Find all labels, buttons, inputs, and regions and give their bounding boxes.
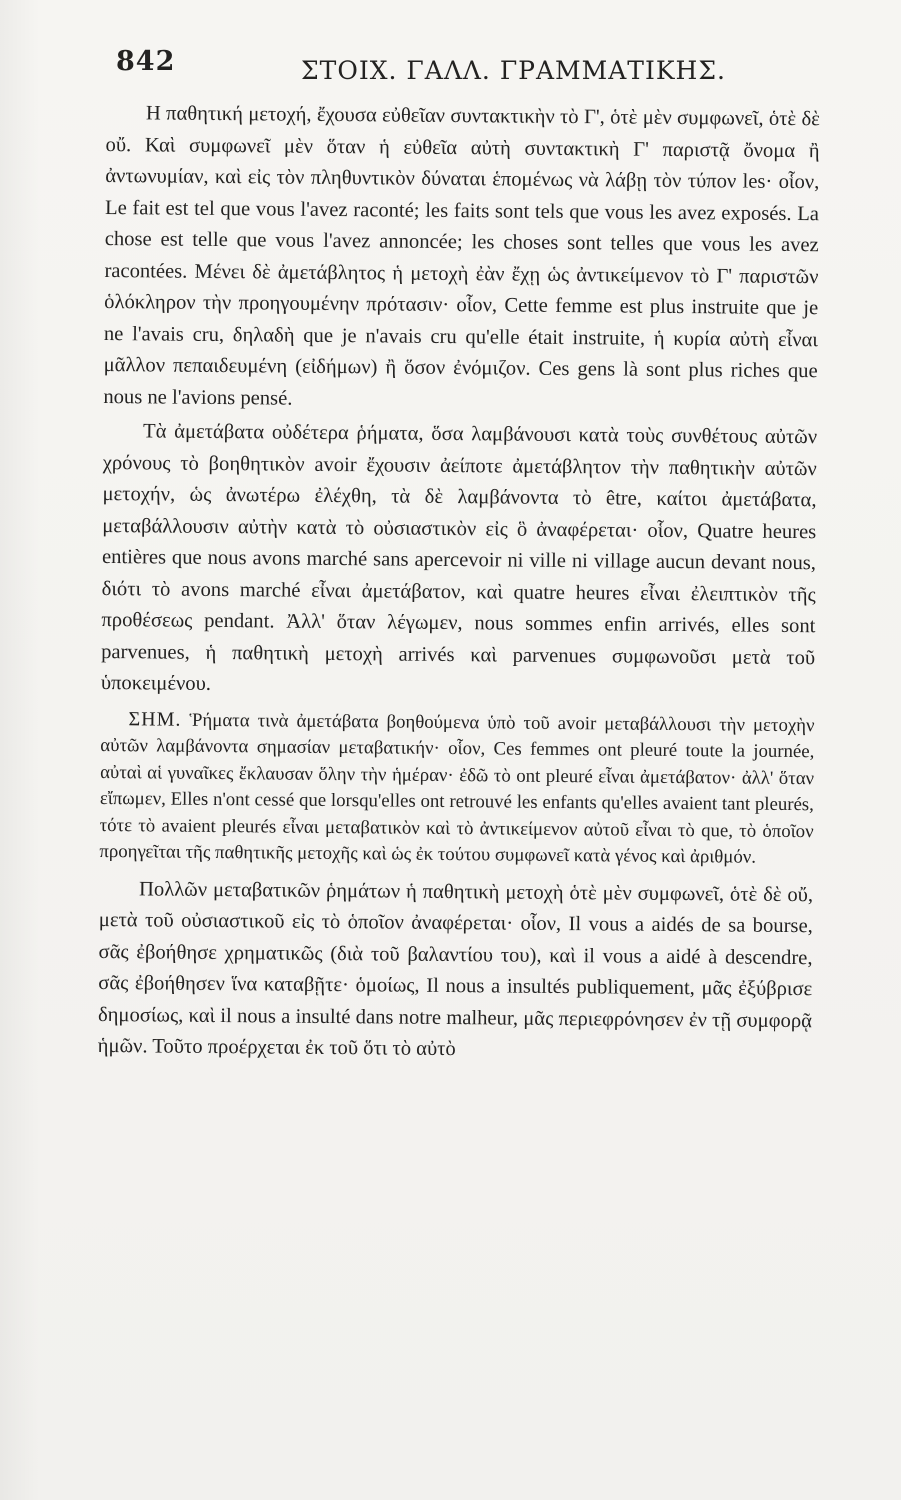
note-label: ΣΗΜ. — [128, 707, 182, 731]
paragraph-1: Η παθητική μετοχή, ἔχουσα εὐθεῖαν συντακτικὴν τὸ Γ', ὁτὲ μὲν συμφωνεῖ, ὁτὲ δὲ οὔ. Καὶ συμφωνεῖ μὲν ὅταν ἡ εὐθεῖα αὐτὴ συντακτικὴ Γ' παριστᾷ ὄνομα ἢ ἀντωνυμίαν, καὶ εἰς τὸν πληθυντικὸν δύναται ἑπομένως νὰ λάβῃ τὸν τύπον les· οἷον, Le fait est tel que vous l'avez raconté; les faits sont tels que vous les avez exposés. La chose est telle que vous l'avez annoncée; les choses sont telles que vous les avez racontées. Μένει δὲ ἀμετάβλητος ἡ μετοχὴ ἐὰν ἔχῃ ὡς ἀντικείμενον τὸ Γ' παριστῶν ὁλόκληρον τὴν προηγουμένην πρότασιν· οἷον, Cette femme est plus instruite que je ne l'avais cru, δηλαδὴ que je n'avais cru qu'elle était instruite, ἡ κυρία αὐτὴ εἶναι μᾶλλον πεπαιδευμένη (εἰδήμων) ἢ ὅσον ἐνόμιζον. Ces gens là sont plus riches que nous ne l'avions pensé. — [103, 102, 820, 410]
paragraph-3: Πολλῶν μεταβατικῶν ῥημάτων ἡ παθητικὴ μετοχὴ ὁτὲ μὲν συμφωνεῖ, ὁτὲ δὲ οὔ, μετὰ τοῦ οὐσιαστικοῦ εἰς τὸ ὁποῖον ἀναφέρεται· οἷον, Il vous a aidés de sa bourse, σᾶς ἐβοήθησε χρηματικῶς (διὰ τοῦ βαλαντίου του), καὶ il vous a aidé à descendre, σᾶς ἐβοήθησεν ἵνα καταβῇτε· ὁμοίως, Il nous a insultés publiquement, μᾶς ἐξύβρισε δημοσίως, καὶ il nous a insulté dans notre malheur, μᾶς περιεφρόνησεν ἐν τῇ συμφορᾷ ἡμῶν. Τοῦτο προέρχεται ἐκ τοῦ ὅτι τὸ αὐτὸ — [97, 877, 814, 1061]
note-paragraph — [99, 705, 814, 871]
running-title: ΣΤΟΙΧ. ΓΑΛΛ. ΓΡΑΜΜΑΤΙΚΗΣ. — [301, 56, 726, 85]
note-text: Ῥήματα τινὰ ἀμετάβατα βοηθούμενα ὑπὸ τοῦ avoir μεταβάλλουσι τὴν μετοχὴν αὐτῶν λαμβάνοντα σημασίαν μεταβατικήν· οἷον, Ces femmes ont pleuré toute la journée, αὐταὶ αἱ γυναῖκες ἔκλαυσαν ὅλην τὴν ἡμέραν· ἐδῶ τὸ ont pleuré εἶναι ἀμετάβατον· ἀλλ' ὅταν εἴπωμεν, Elles n'ont cessé que lorsqu'elles ont retrouvé les enfants qu'elles avaient tant pleurés, τότε τὸ avaient pleurés εἶναι μεταβατικὸν καὶ τὸ ἀντικείμενον αὐτοῦ εἶναι τὸ que, τὸ ὁποῖον προηγεῖται τῆς παθητικῆς μετοχῆς καὶ ὡς ἐκ τούτου συμφωνεῖ κατὰ γένος καὶ ἀριθμόν. — [99, 709, 815, 868]
page-header — [116, 40, 826, 85]
body-text — [98, 98, 820, 1072]
page-number: 842 — [116, 46, 176, 77]
paragraph-2: Τὰ ἀμετάβατα οὐδέτερα ῥήματα, ὅσα λαμβάνουσι κατὰ τοὺς συνθέτους αὐτῶν χρόνους τὸ βοηθητικὸν avoir ἔχουσιν ἀείποτε ἀμετάβλητον τὴν παθητικὴν αὐτῶν μετοχήν, ὡς ἀνωτέρω ἐλέχθη, τὰ δὲ λαμβάνοντα τὸ être, καίτοι ἀμετάβατα, μεταβάλλουσιν αὐτὴν κατὰ τὸ οὐσιαστικὸν εἰς ὃ ἀναφέρεται· οἷον, Quatre heures entières que nous avons marché sans apercevoir ni ville ni village aucun devant nous, διότι τὸ avons marché εἶναι ἀμετάβατον, καὶ quatre heures εἶναι ἐλειπτικὸν τῆς προθέσεως pendant. Ἀλλ' ὅταν λέγωμεν, nous sommes enfin arrivés, elles sont parvenues, ἡ παθητικὴ μετοχὴ arrivés καὶ parvenues συμφωνοῦσι μετὰ τοῦ ὑποκειμένου. — [100, 420, 818, 695]
